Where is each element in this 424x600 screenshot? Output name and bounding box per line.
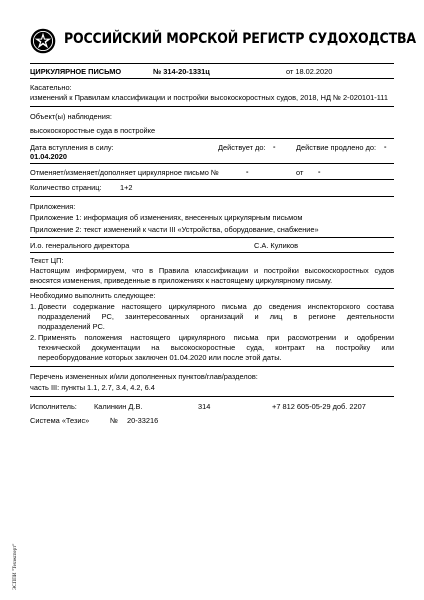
valid-until-value: -: [273, 142, 276, 151]
divider: [30, 138, 394, 139]
pages-value: 1+2: [120, 183, 133, 192]
objects-label: Объект(ы) наблюдения:: [30, 112, 112, 121]
action-2-line-2: технической документации на высокоскоростные суда, контракт на постройку или: [38, 343, 394, 352]
action-1-line-2: подразделений РС, заинтересованных организаций и лиц в регионе деятельности: [38, 312, 394, 321]
divider: [30, 179, 394, 180]
action-2-line-1: Применять положения настоящего циркулярного письма при рассмотрении и одобрении: [38, 333, 394, 342]
divider: [30, 78, 394, 79]
divider: [30, 237, 394, 238]
subject-label: Касательно:: [30, 83, 72, 92]
system-label: Система «Тезис»: [30, 416, 90, 425]
objects-text: высокоскоростные суда в постройке: [30, 126, 156, 135]
action-2-number: 2.: [30, 333, 37, 342]
executor-department: 314: [198, 402, 211, 411]
system-number-sign: №: [110, 416, 118, 425]
attachment-1: Приложение 1: информация об изменениях, внесенных циркулярным письмом: [30, 213, 303, 222]
action-2-line-3: переоборудование которых заключен 01.04.2020 или после этой даты.: [38, 353, 282, 362]
divider: [30, 288, 394, 289]
signatory-name: С.А. Куликов: [254, 241, 299, 250]
cancels-number: -: [246, 167, 249, 176]
executor-name: Калинкин Д.В.: [94, 402, 143, 411]
actions-label: Необходимо выполнить следующее:: [30, 291, 156, 300]
pages-label: Количество страниц:: [30, 183, 102, 192]
rs-emblem-icon: [30, 28, 56, 54]
extended-value: -: [384, 142, 387, 151]
subject-text: изменений к Правилам классификации и постройки высокоскоростных судов, 2018, НД № 2-020101-111: [30, 93, 388, 102]
org-name: РОССИЙСКИЙ МОРСКОЙ РЕГИСТР СУДОХОДСТВА: [64, 30, 416, 47]
cancels-from-label: от: [296, 168, 304, 177]
cancels-label: Отменяет/изменяет/дополняет циркулярное письмо №: [30, 168, 219, 177]
divider: [30, 196, 394, 197]
action-1-line-3: подразделений РС.: [38, 322, 105, 331]
divider: [30, 163, 394, 164]
letter-type: ЦИРКУЛЯРНОЕ ПИСЬМО: [30, 67, 122, 76]
body-label: Текст ЦП:: [30, 256, 64, 265]
divider: [30, 366, 394, 367]
signatory-position: И.о. генерального директора: [30, 241, 130, 250]
side-stamp: ЭСППИ "Техэксперт": [13, 543, 18, 590]
body-line-2: вносятся изменения, приведенные в приложениях к настоящему циркулярному письму.: [30, 276, 333, 285]
action-1-number: 1.: [30, 302, 37, 311]
divider: [30, 252, 394, 253]
letter-number: № 314-20-1331ц: [153, 67, 210, 76]
attachments-label: Приложения:: [30, 202, 76, 211]
effective-date: 01.04.2020: [30, 152, 67, 161]
changed-items-label: Перечень измененных и/или дополненных пунктов/глав/разделов:: [30, 372, 258, 381]
system-number: 20-33216: [127, 416, 159, 425]
divider: [30, 106, 394, 107]
executor-label: Исполнитель:: [30, 402, 77, 411]
changed-items-text: часть III: пункты 1.1, 2.7, 3.4, 4.2, 6.4: [30, 383, 155, 392]
executor-phone: +7 812 605-05-29 доб. 2207: [272, 402, 366, 411]
action-1-line-1: Довести содержание настоящего циркулярного письма до сведения инспекторского состава: [38, 302, 394, 311]
extended-label: Действие продлено до:: [296, 143, 377, 152]
valid-until-label: Действует до:: [218, 143, 266, 152]
divider: [30, 396, 394, 397]
header-divider: [30, 63, 394, 64]
cancels-from-value: -: [318, 167, 321, 176]
attachment-2: Приложение 2: текст изменений к части III «Устройства, оборудование, снабжение»: [30, 225, 319, 234]
effective-label: Дата вступления в силу:: [30, 143, 114, 152]
body-line-1: Настоящим информируем, что в Правила классификации и постройки высокоскоростных судов: [30, 266, 394, 275]
letter-date: от 18.02.2020: [286, 67, 333, 76]
